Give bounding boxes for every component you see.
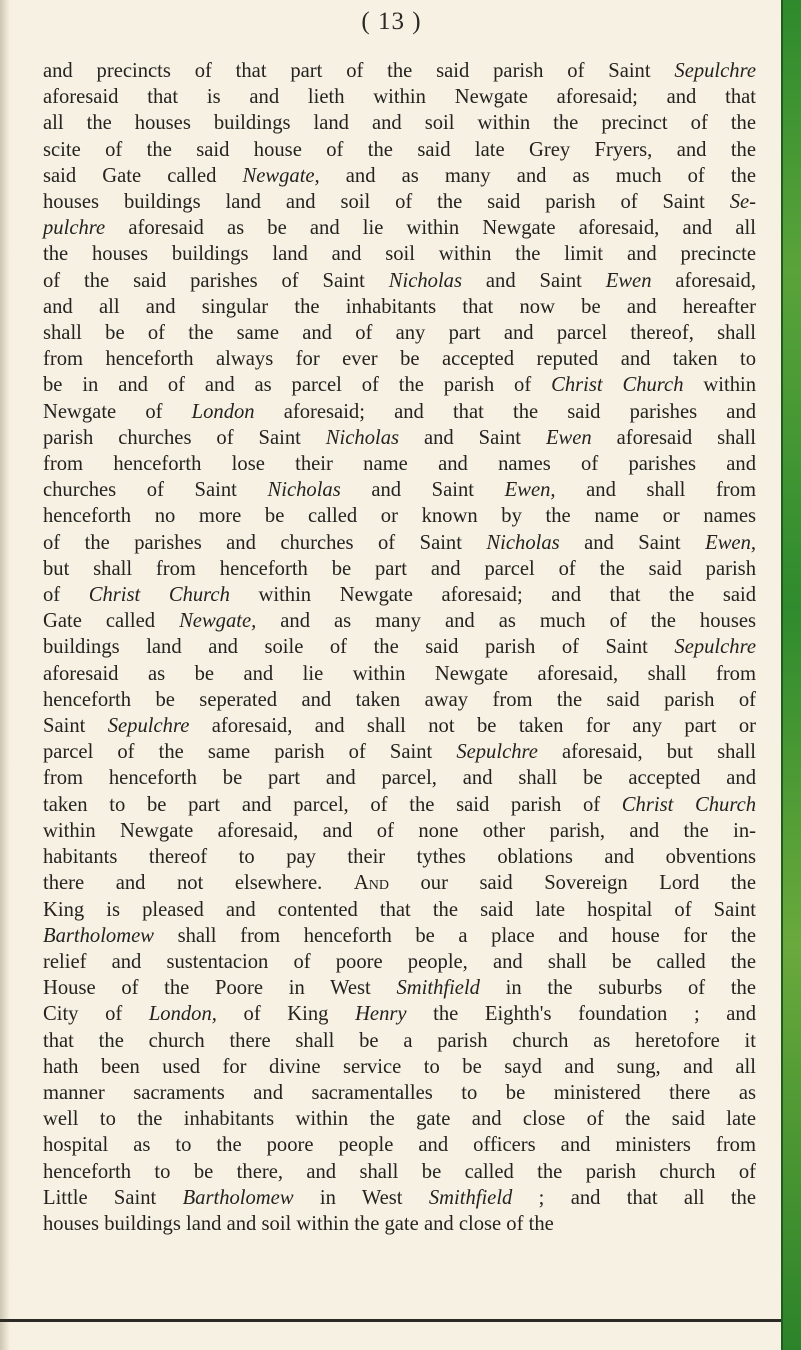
italic-name: Christ Church — [551, 374, 684, 397]
text-segment: and Saint — [559, 531, 706, 554]
text-line — [43, 608, 756, 634]
text-segment: City of — [43, 1003, 149, 1026]
text-line — [43, 137, 756, 163]
text-line — [43, 634, 756, 660]
italic-name: Sepulchre — [674, 636, 756, 659]
text-line — [43, 556, 756, 582]
italic-name: Se- — [729, 191, 756, 214]
text-segment: and as many and as much of the — [319, 164, 756, 187]
text-segment: the houses buildings land and soil within the limit and precincte — [43, 243, 756, 266]
text-segment: houses buildings land and soil within the gate and close of the — [43, 1212, 554, 1235]
italic-name: Henry — [355, 1003, 407, 1026]
text-segment: ; and that all the — [512, 1186, 756, 1209]
text-line — [43, 189, 756, 215]
italic-name: Nicholas — [267, 479, 341, 502]
text-line — [43, 1211, 756, 1237]
text-segment: parish churches of Saint — [43, 426, 326, 449]
text-segment: of the said parishes of Saint — [43, 269, 389, 292]
text-line — [43, 582, 756, 608]
text-segment: Little Saint — [43, 1186, 183, 1209]
bottom-rule — [0, 1319, 783, 1322]
text-line — [43, 1054, 756, 1080]
text-segment: aforesaid, and shall not be taken for any part or — [189, 715, 756, 738]
text-line — [43, 110, 756, 136]
text-segment: henceforth to be there, and shall be called the parish church of — [43, 1160, 756, 1183]
text-segment: hath been used for divine service to be sayd and sung, and all — [43, 1055, 756, 1078]
text-segment: Saint — [43, 715, 108, 738]
text-line — [43, 241, 756, 267]
text-segment: be in and of and as parcel of the parish of — [43, 374, 552, 397]
text-line — [43, 163, 756, 189]
text-segment: and shall from — [555, 479, 757, 502]
text-segment: taken to be part and parcel, of the said parish of — [43, 793, 622, 816]
text-segment: well to the inhabitants within the gate and close of the said late — [43, 1108, 756, 1131]
italic-name: London — [191, 400, 255, 423]
text-segment: aforesaid as be and lie within Newgate aforesaid, shall from — [43, 662, 756, 685]
text-segment: aforesaid shall — [591, 426, 756, 449]
text-segment: Gate called — [43, 610, 180, 633]
text-segment: within Newgate aforesaid; and that the said — [229, 584, 756, 607]
text-segment: and all and singular the inhabitants that now be and hereafter — [43, 295, 756, 318]
text-segment: from henceforth always for ever be accepted reputed and taken to — [43, 348, 756, 371]
text-line — [43, 923, 756, 949]
italic-name: Nicholas — [325, 426, 400, 449]
italic-name: Sepulchre — [456, 741, 538, 764]
text-segment: within — [683, 374, 757, 397]
text-line — [43, 949, 756, 975]
text-segment: henceforth be seperated and taken away from the said parish of — [43, 688, 756, 711]
text-segment: Newgate of — [43, 400, 192, 423]
italic-name: Ewen — [605, 269, 652, 292]
text-segment: in West — [293, 1186, 429, 1209]
text-line — [43, 1028, 756, 1054]
text-segment: House of the Poore in West — [43, 977, 397, 1000]
text-segment: but shall from henceforth be part and parcel of the said parish — [43, 557, 756, 580]
text-line — [43, 1159, 756, 1185]
text-line — [43, 1185, 756, 1211]
italic-name: Bartholomew — [43, 924, 154, 947]
text-line — [43, 320, 756, 346]
text-line — [43, 503, 756, 529]
text-line — [43, 294, 756, 320]
text-line — [43, 713, 756, 739]
small-caps-word: And — [353, 872, 389, 895]
text-segment: churches of Saint — [43, 479, 268, 502]
text-line — [43, 215, 756, 241]
text-segment: from henceforth lose their name and names of parishes and — [43, 453, 756, 476]
text-line — [43, 792, 756, 818]
text-line — [43, 477, 756, 503]
text-segment: and Saint — [399, 426, 546, 449]
page-number-header: ( 13 ) — [361, 8, 422, 35]
text-segment: in the suburbs of the — [479, 977, 756, 1000]
text-segment: shall from henceforth be a place and house for the — [153, 924, 756, 947]
italic-name: London, — [148, 1003, 217, 1026]
text-segment: of the parishes and churches of Saint — [43, 531, 487, 554]
text-segment: and Saint — [462, 269, 606, 292]
text-segment: aforesaid, but shall — [537, 741, 756, 764]
text-segment: buildings land and soile of the said parish of Saint — [43, 636, 675, 659]
text-segment: parcel of the same parish of Saint — [43, 741, 457, 764]
page-gutter-shadow — [0, 0, 10, 1350]
text-line — [43, 687, 756, 713]
text-line — [43, 346, 756, 372]
text-segment: henceforth no more be called or known by the name or names — [43, 505, 756, 528]
text-line — [43, 372, 756, 398]
text-line — [43, 870, 756, 896]
italic-name: Nicholas — [388, 269, 462, 292]
text-segment: of King — [216, 1003, 356, 1026]
italic-name: Ewen, — [705, 531, 757, 554]
italic-name: Newgate, — [179, 610, 257, 633]
text-line — [43, 739, 756, 765]
page-body-text — [43, 58, 756, 1237]
text-line — [43, 765, 756, 791]
text-line — [43, 1106, 756, 1132]
text-segment: hospital as to the poore people and officers and ministers from — [43, 1134, 756, 1157]
text-line — [43, 975, 756, 1001]
italic-name: Sepulchre — [107, 715, 190, 738]
text-line — [43, 268, 756, 294]
text-segment: aforesaid; and that the said parishes and — [254, 400, 756, 423]
text-segment: aforesaid, — [651, 269, 756, 292]
text-segment: all the houses buildings land and soil within the precinct of the — [43, 112, 756, 135]
italic-name: Ewen, — [504, 479, 556, 502]
text-segment: within Newgate aforesaid, and of none other parish, and the in- — [43, 819, 756, 842]
text-line — [43, 58, 756, 84]
italic-name: Bartholomew — [182, 1186, 294, 1209]
text-line — [43, 897, 756, 923]
text-segment: houses buildings land and soil of the said parish of Saint — [43, 191, 730, 214]
text-line — [43, 661, 756, 687]
text-segment: and precincts of that part of the said parish of Saint — [43, 60, 675, 82]
text-line — [43, 1080, 756, 1106]
italic-name: Christ Church — [88, 584, 230, 607]
italic-name: Smithfield — [396, 977, 480, 1000]
text-line — [43, 818, 756, 844]
italic-name: Sepulchre — [674, 60, 756, 82]
text-line — [43, 425, 756, 451]
italic-name: Ewen — [545, 426, 592, 449]
text-line — [43, 399, 756, 425]
text-segment: relief and sustentacion of poore people, and shall be called the — [43, 950, 756, 973]
text-segment: that the church there shall be a parish church as heretofore it — [43, 1029, 756, 1052]
italic-name: pulchre — [43, 217, 106, 240]
scanner-edge-strip — [781, 0, 801, 1350]
italic-name: Smithfield — [428, 1186, 513, 1209]
text-segment: our said Sovereign Lord the — [388, 872, 756, 895]
text-line — [43, 84, 756, 110]
text-segment: from henceforth be part and parcel, and shall be accepted and — [43, 767, 756, 790]
text-line — [43, 1001, 756, 1027]
text-segment: aforesaid that is and lieth within Newgate aforesaid; and that — [43, 86, 756, 109]
text-segment: manner sacraments and sacramentalles to be ministered there as — [43, 1081, 756, 1104]
italic-name: Nicholas — [486, 531, 560, 554]
italic-name: Newgate, — [242, 164, 320, 187]
text-segment: King is pleased and contented that the said late hospital of Saint — [43, 898, 756, 921]
text-segment: habitants thereof to pay their tythes oblations and obventions — [43, 846, 756, 869]
text-segment: the Eighth's foundation ; and — [406, 1003, 756, 1026]
text-line — [43, 1132, 756, 1158]
italic-name: Christ Church — [621, 793, 757, 816]
text-segment: aforesaid as be and lie within Newgate aforesaid, and all — [105, 217, 756, 240]
text-segment: there and not elsewhere. — [43, 872, 354, 895]
text-segment: and Saint — [340, 479, 505, 502]
text-segment: of — [43, 584, 89, 607]
text-segment: shall be of the same and of any part and parcel thereof, shall — [43, 322, 756, 345]
text-segment: and as many and as much of the houses — [256, 610, 756, 633]
text-line — [43, 530, 756, 556]
text-segment: said Gate called — [43, 164, 243, 187]
text-line — [43, 844, 756, 870]
text-line — [43, 451, 756, 477]
text-segment: scite of the said house of the said late Grey Fryers, and the — [43, 138, 756, 161]
